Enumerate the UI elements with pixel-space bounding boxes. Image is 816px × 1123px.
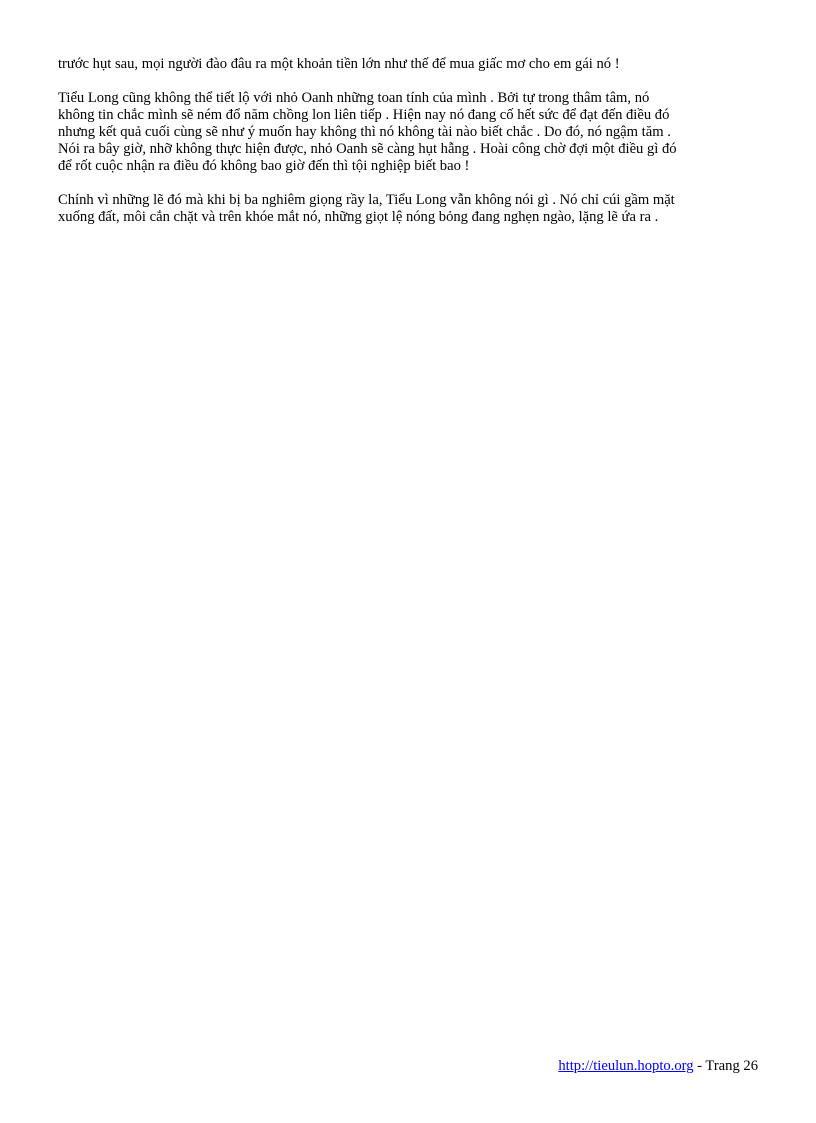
footer-separator: - (693, 1058, 706, 1074)
document-body (58, 56, 758, 243)
page-number: Trang 26 (705, 1058, 758, 1074)
site-link[interactable]: http://tieulun.hopto.org (558, 1058, 694, 1074)
text-line: Nói ra bây giờ, nhỡ không thực hiện được, nhỏ Oanh sẽ càng hụt hẫng . Hoài công chờ đợi một điều gì đó (58, 141, 677, 157)
text-line: nhưng kết quả cuối cùng sẽ như ý muốn hay không thì nó không tài nào biết chắc . Do đó, nó ngậm tăm . (58, 124, 671, 140)
text-line: để rốt cuộc nhận ra điều đó không bao giờ đến thì tội nghiệp biết bao ! (58, 158, 470, 174)
text-line: không tin chắc mình sẽ ném đổ năm chồng lon liên tiếp . Hiện nay nó đang cố hết sức để đạt đến điều đó (58, 107, 670, 123)
text-line: xuống đất, môi cắn chặt và trên khóe mắt nó, những giọt lệ nóng bỏng đang nghẹn ngào, lặng lẽ ứa ra . (58, 209, 659, 225)
text-line: trước hụt sau, mọi người đào đâu ra một khoản tiền lớn như thế để mua giấc mơ cho em gái nó ! (58, 56, 620, 72)
paragraph-1 (58, 56, 758, 73)
paragraph-2 (58, 90, 758, 175)
text-line: Chính vì những lẽ đó mà khi bị ba nghiêm giọng rầy la, Tiểu Long vẫn không nói gì . Nó chỉ cúi gầm mặt (58, 192, 675, 208)
page-footer (558, 1058, 758, 1075)
text-line: Tiểu Long cũng không thể tiết lộ với nhỏ Oanh những toan tính của mình . Bởi tự trong thâm tâm, nó (58, 90, 650, 106)
paragraph-3 (58, 192, 758, 226)
